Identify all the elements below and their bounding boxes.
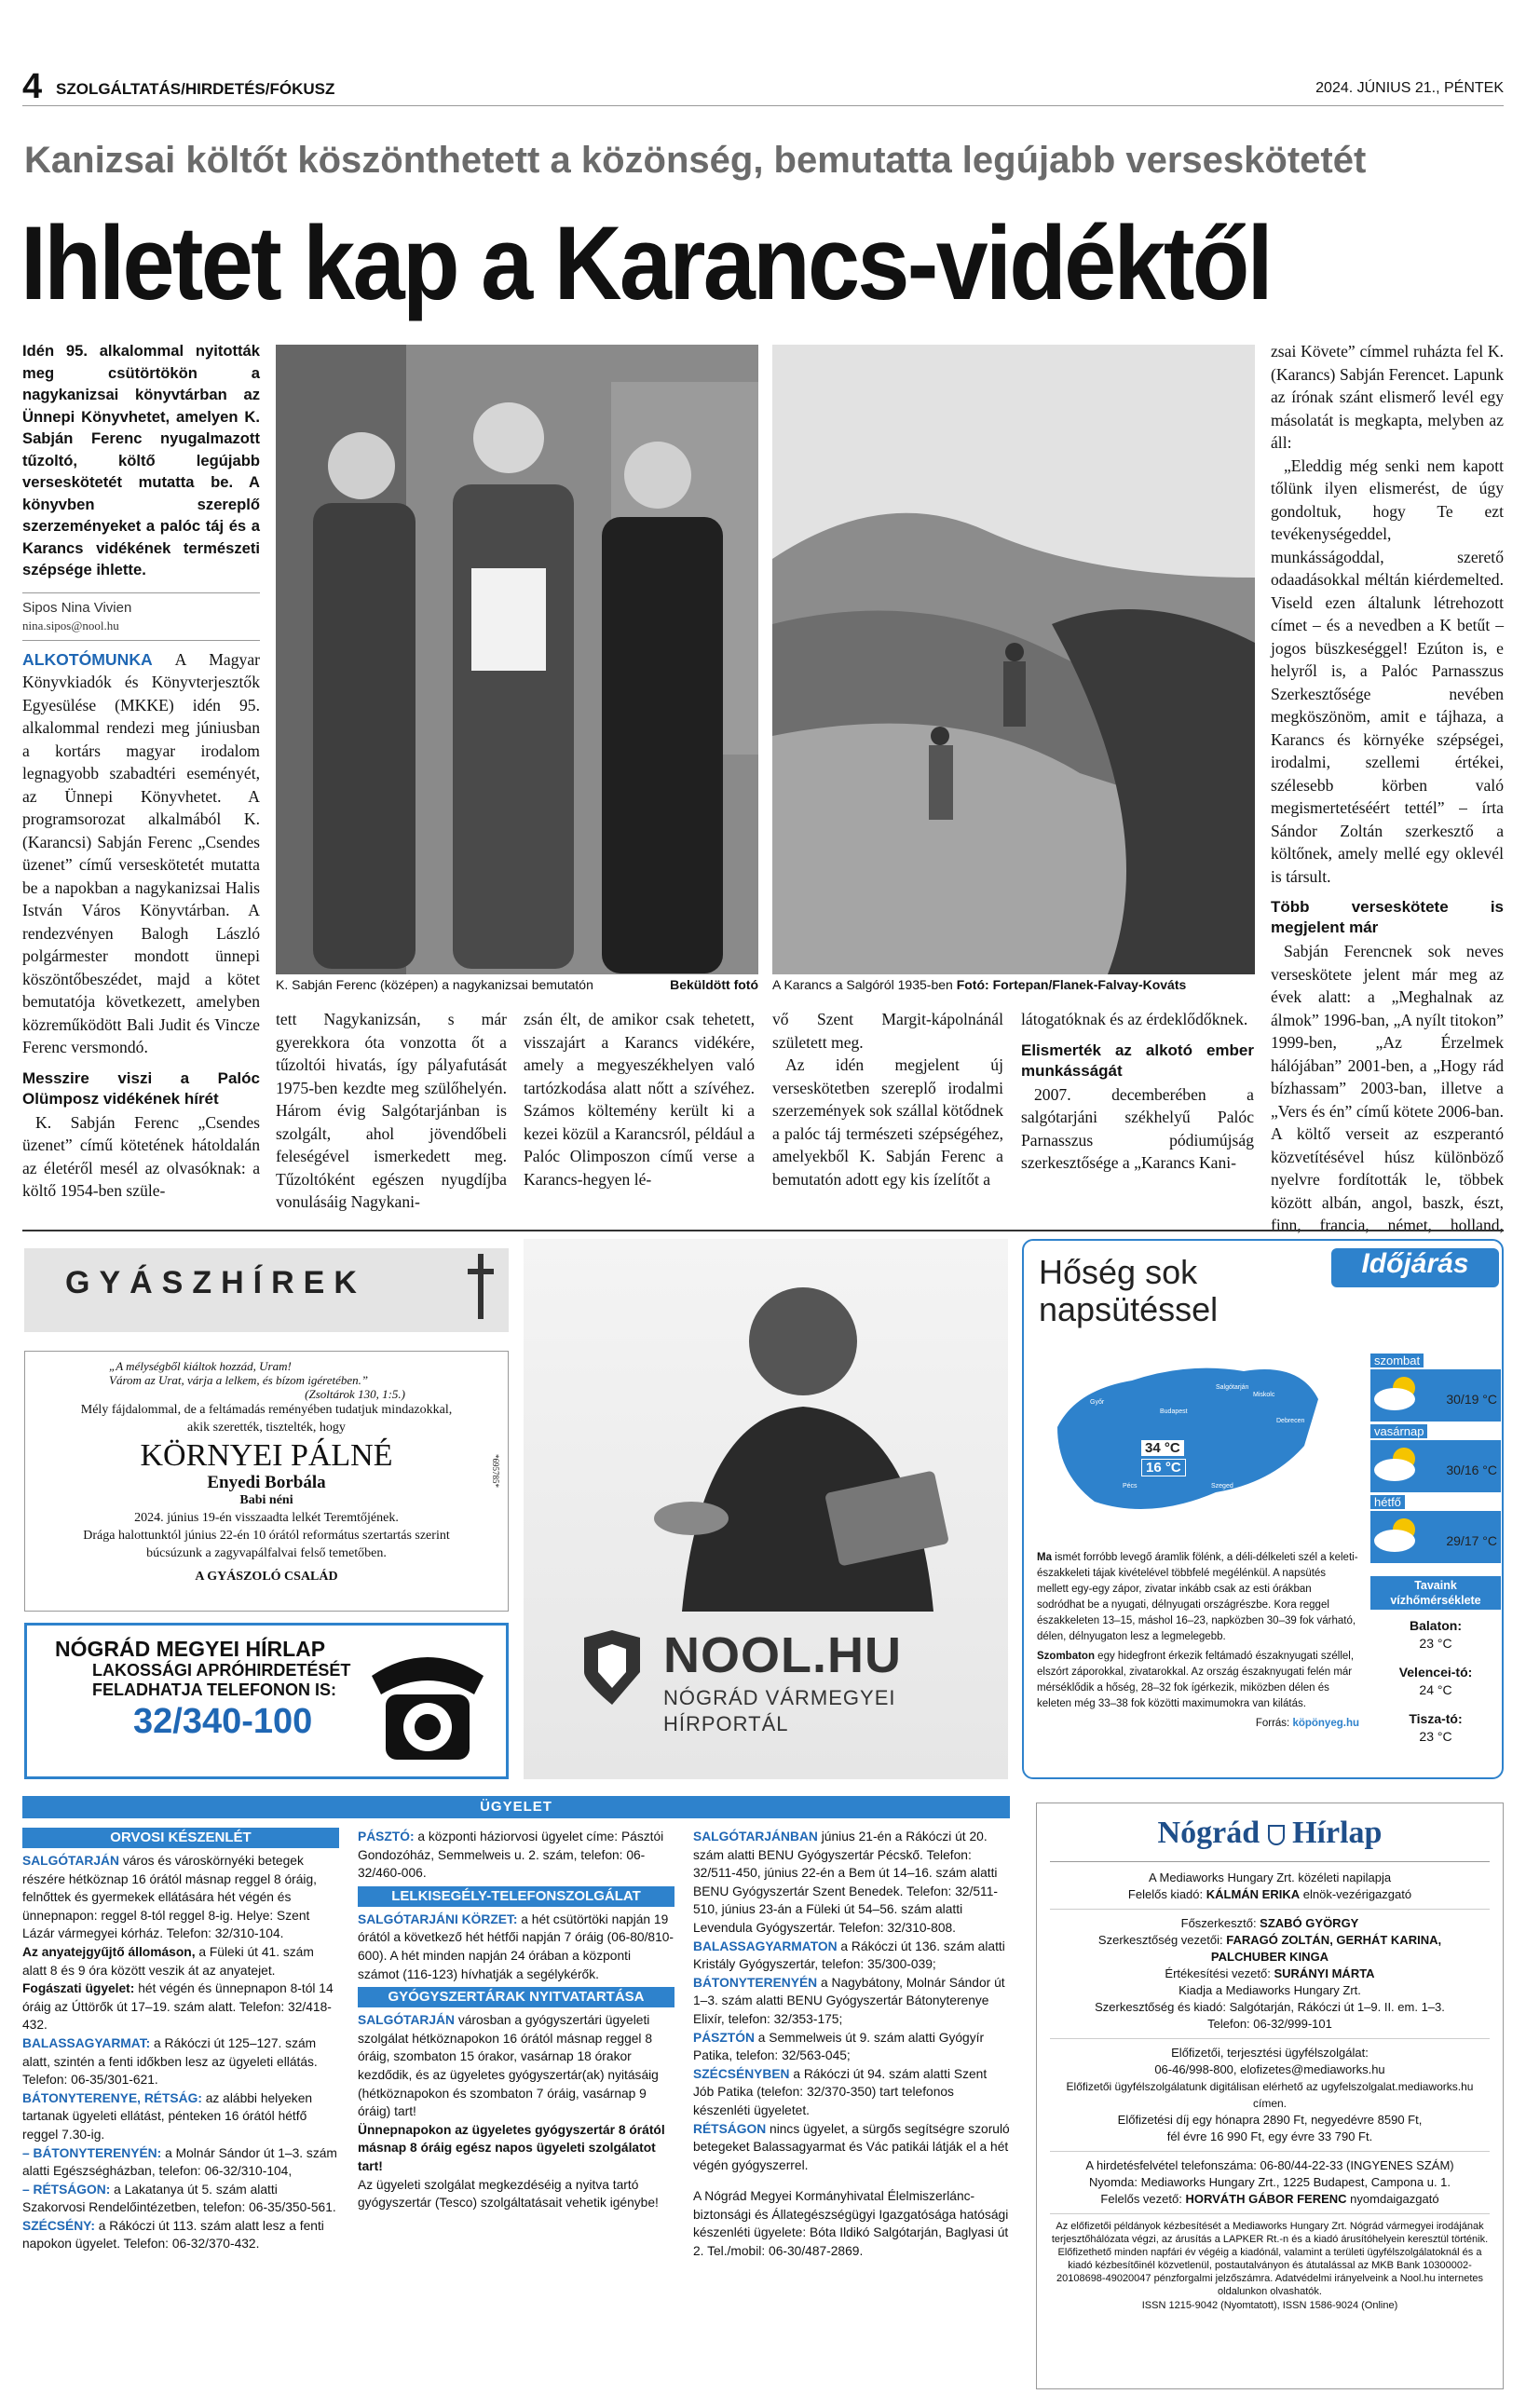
place: BALASSAGYARMAT: (22, 2035, 151, 2050)
imprint-line: Nyomda: Mediaworks Hungary Zrt., 1225 Budapest, Campona u. 1. (1088, 2175, 1451, 2189)
paragraph: Sabján Ferencnek sok neves verseskötete jelent már meg az évek alatt: a „Meghalnak az álmok” 1996-ban, „A nyílt titokon” 1999-ben, „Az Érzelmek hálójában” 2001-ben, a „Hogy rád bízhassam” 2003-ban, illetve a „Vers és én” című kötete 2006-ban. A költő verseit az eszperantó közvetítésével húsz különböző nyelvre fordították le, többek között albán, angol, baszk, észt, finn, francia, német, holland, (1271, 942, 1504, 1234)
place: PÁSZTÓ: (358, 1830, 415, 1843)
column-4 (772, 1008, 1003, 1190)
date-line: 2024. június 19-én visszaadta lelkét Teremtőjének. (134, 1511, 399, 1525)
imprint-person: PALCHUBER KINGA (1210, 1950, 1329, 1964)
duty-text: város és városkörnyéki betegek részére hétköznap 16 órától másnap reggel 8 óráig, felnőttek és gyermekek ellátására hét végén és ünnepnapon: reggel 8-tól reggel 8-ig. Helye: Szent Lázár vármegyei kórház. Telefon: 32/310-104. (22, 1854, 317, 1941)
obituary-block (24, 1248, 509, 1612)
kicker: ALKOTÓMUNKA (22, 649, 153, 669)
duty-column-3 (693, 1828, 1010, 2261)
place: – BÁTONYTERENYÉN: (22, 2145, 162, 2160)
place: BALASSAGYARMATON (693, 1939, 838, 1953)
obituary-title: GYÁSZHÍREK (24, 1248, 509, 1332)
paragraph: zsán élt, de amikor csak tehetett, visszajárt a Karancs vidékére, amely a megyeszékhelyen való tartózkodása alatt nőtt a szívéhez. Számos költemény került ki a kezei közül a Karancsról, például a Palóc Olimposzon című verse a Karancs-hegyen lé- (524, 1010, 755, 1189)
nool-ad[interactable] (524, 1239, 1008, 1779)
place: SZÉCSÉNY: (22, 2218, 95, 2233)
masthead-word: Hírlap (1292, 1816, 1383, 1850)
weather-box (1022, 1239, 1504, 1779)
imprint-label: Főszerkesztő: (1180, 1916, 1260, 1930)
paragraph: tett Nagykanizsán, s már gyerekkora óta vonzotta őt a tűzoltói hivatás, így pályafutását 1975-ben kezdte meg szülőhelyén. Három évig Salgótarjánban is szolgált, ahol jövendőbeli feleségével ismerkedett meg. Tűzoltóként egészen nyugdíjba vonulásáig Nagykani- (276, 1010, 507, 1211)
imprint-role: elnök-vezérigazgató (1300, 1887, 1412, 1901)
issue-date: 2024. JÚNIUS 21., PÉNTEK (1315, 80, 1504, 96)
subheading: Messzire viszi a Palóc Olümposz vidékének hírét (22, 1068, 260, 1108)
photo-ceremony (276, 345, 758, 974)
photo2-caption (772, 976, 1255, 993)
coat-of-arms-icon (1268, 1825, 1285, 1845)
mental-title: LELKISEGÉLY-TELEFONSZOLGÁLAT (358, 1886, 674, 1907)
imprint-line: Kiadja a Mediaworks Hungary Zrt. (1179, 1983, 1361, 1997)
maiden-name: Enyedi Borbála (207, 1473, 326, 1492)
map-city-szeged: Szeged (1211, 1483, 1233, 1490)
imprint-fineprint: Az előfizetői példányok kézbesítését a Mediaworks Hungary Zrt. Nógrád vármegyei irodájának terjesztőhálózata végzi, az árusítás a LAPKER Rt.-n és a kiadó árusítóhelyein keresztül történik. Előfizethető minden napfári év végéig a kiadónál, valamint a területi ügyfélszolgálatoknál és a kiadó kézbesítőinél közvetlenül, postautalványon és átutalással az MKB Bank 10300002-20108698-49020047 pénzforgalmi jelzőszámra. Adatvédelmi irányelveink a Nool.hu internetes oldalunkon olvashatók. (1051, 2221, 1489, 2297)
weather-day: Ma (1037, 1552, 1052, 1563)
map-city-budapest: Budapest (1160, 1408, 1188, 1415)
imprint-label: Felelős kiadó: (1127, 1887, 1206, 1901)
quote-ref: (Zsoltárok 130, 1:5.) (305, 1387, 405, 1401)
author-email: nina.sipos@nool.hu (22, 618, 119, 633)
classified-phone-ad (24, 1623, 509, 1779)
duty-column-2 (358, 1828, 674, 2212)
headline-line: Hőség sok (1039, 1253, 1198, 1291)
column-6 (1271, 340, 1504, 1283)
intro-line: Mély fájdalommal, de a feltámadás reményében tudatjuk mindazokkal, (80, 1403, 453, 1417)
lake-temp: 24 °C (1419, 1682, 1452, 1697)
place: SALGÓTARJÁNI KÖRZET: (358, 1911, 518, 1926)
pharmacy-title: GYÓGYSZERTÁRAK NYITVATARTÁSA (358, 1987, 674, 2007)
duty-text: Az ügyeleti szolgálat megkezdéséig a nyitva tartó gyógyszertár (Tesco) szolgáltatásait vehetik igénybe! (358, 2177, 659, 2211)
intro-line: akik szerették, tisztelték, hogy (187, 1421, 346, 1435)
author: Sipos Nina Vivien (22, 599, 132, 616)
forecast-day-name: vasárnap (1370, 1424, 1427, 1438)
quote-line: „A mélységből kiáltok hozzád, Uram! (109, 1359, 292, 1373)
section-label: SZOLGÁLTATÁS/HIRDETÉS/FÓKUSZ (56, 80, 335, 98)
paragraph: „Eleddig még senki nem kapott tőlünk ilyen elismerést, de úgy gondoltuk, hogy Te ezt tevékenységeddel, munkásságoddal, szerető odaadásokkal méltán kiérdemelted. Viseld ezen általunk létrehozott címet – és a nevedben a K betűt – jogos büszkeséggel! Ezúton is, e helyről is, a Palóc Parnasszus Szerkesztősége nevében megköszönöm, amit e tájhaza, a Karancs és környéke szépségei, irodalmi, szellemi értékei, szélesebb körben való megismertetéséért tettél” – írta Sándor Zoltán szerkesztő a költőnek, amely mellé egy oklevél is társult. (1271, 456, 1504, 886)
quote-line: Várom az Urat, várja a lelkem, és bízom igéretében.” (109, 1373, 369, 1387)
place: BÁTONYTERENYÉN (693, 1975, 818, 1990)
imprint-person: SZABÓ GYÖRGY (1260, 1916, 1359, 1930)
place: SZÉCSÉNYBEN (693, 2066, 790, 2081)
imprint-person: KÁLMÁN ERIKA (1206, 1887, 1301, 1901)
duty-text: a Rákóczi út 125–127. szám alatt, szintén a fenti időkben lesz az ügyeleti ellátás. Telefon: 06-35/301-621. (22, 2035, 318, 2088)
weather-headline (1039, 1254, 1218, 1328)
map-city-pecs: Pécs (1123, 1483, 1138, 1490)
ad-code: *695785* (491, 1454, 500, 1488)
nool-tagline-1: NÓGRÁD VÁRMEGYEI (663, 1686, 896, 1709)
obituary-notice (24, 1351, 509, 1612)
paragraph: K. Sabján Ferenc „Csendes üzenet” című kötetének hátoldalán az életéről mesél az olvasóknak: a költő 1954-ben szüle- (22, 1112, 260, 1200)
weather-paragraph: egy hidegfront érkezik feltámadó északnyugati széllel, elszórt záporokkal, zivatarokkal. Az ország északnyugati felén már mérséklődik a hőség, 28–32 fok ígérkezik, miközben délen és keleten még 33–38 fok közötti maximumokra van kilátás. (1037, 1651, 1355, 1709)
lake-temp: 23 °C (1419, 1636, 1452, 1651)
map-city-salgotarjan: Salgótarján (1216, 1384, 1249, 1391)
forecast-day-name: hétfő (1370, 1495, 1405, 1509)
forecast-temp: 29/17 °C (1446, 1533, 1497, 1548)
imprint-box (1036, 1803, 1504, 2389)
article-lead: Idén 95. alkalommal nyitották meg csütörtökön a nagykanizsai könyvtárban az Ünnepi Könyvhetet, amelyen K. Sabján Ferenc nyugalmazott tűzoltó, költő legújabb verseskötetét mutatta be. A könyvben szereplő szerzeményeket a palóc táj és a Karancs vidékének természeti szépsége ihlette. (22, 342, 260, 578)
imprint-line (1050, 1886, 1490, 1903)
place: Az anyatejgyűjtő állomáson, (22, 1944, 196, 1959)
imprint-line: A Mediaworks Hungary Zrt. közéleti napilapja (1148, 1871, 1392, 1884)
duty-text: a Semmelweis út 9. szám alatti Gyógyír Patika, telefon: 32/563-045; (693, 2030, 985, 2063)
weather-text (1037, 1550, 1359, 1732)
lake-temp: 23 °C (1419, 1729, 1452, 1744)
imprint-line: 06-46/998-800, elofizetes@mediaworks.hu (1154, 2062, 1385, 2076)
forecast-temp: 30/19 °C (1446, 1392, 1497, 1407)
duty-text: a Rákóczi út 136. szám alatti Kristály Gyógyszertár, telefon: 35/300-039; (693, 1939, 1005, 1972)
weather-badge: Időjárás (1331, 1248, 1499, 1287)
map-city-debrecen: Debrecen (1276, 1418, 1305, 1424)
duty-text: a központi háziorvosi ügyelet címe: Pásztói Gondozóház, Semmelweis u. 2. szám, telefon: 06-32/460-006. (358, 1830, 664, 1881)
caption-text: K. Sabján Ferenc (középen) a nagykanizsai bemutatón (276, 977, 593, 992)
masthead (1050, 1813, 1490, 1854)
imprint-line (1050, 1915, 1490, 1932)
telephone-icon (362, 1639, 493, 1769)
source-name: köpönyeg.hu (1292, 1718, 1359, 1729)
photo-karancs-1935 (772, 345, 1255, 974)
duty-text: a Rákóczi út 94. szám alatti Szent Jób Patika (telefon: 32/370-350) tart telefonos készenléti ügyeletet. (693, 2066, 988, 2117)
column-3 (524, 1008, 755, 1190)
headline-line: napsütéssel (1039, 1290, 1219, 1328)
forecast-day (1370, 1353, 1501, 1423)
source-label: Forrás: (1255, 1718, 1290, 1729)
cross-icon (462, 1254, 499, 1328)
imprint-line: Előfizetői, terjesztési ügyfélszolgálat: (1171, 2046, 1369, 2060)
shield-logo-icon (579, 1630, 645, 1705)
lake-name: Tisza-tó: (1409, 1711, 1463, 1726)
funeral-line: búcsúzunk a zagyvapálfalvai felső temetőben. (146, 1546, 387, 1560)
article-overline: Kanizsai költőt köszönthetett a közönség, bemutatta legújabb verseskötetét (24, 140, 1367, 181)
imprint-label: Értékesítési vezető: (1165, 1966, 1274, 1980)
paragraph: látogatóknak és az érdeklődőknek. (1021, 1010, 1248, 1028)
imprint-line: A hirdetésfelvétel telefonszáma: 06-80/44-22-33 (INGYENES SZÁM) (1085, 2158, 1454, 2172)
duty-text: június 21-én a Rákóczi út 20. szám alatti BENU Gyógyszertár Pécskő. Telefon: 32/511-450, június 22-én a Bem út 14–16. szám alatti BENU Gyógyszertár Szent Benedek. Telefon: 32/511-510, június 23-án a Füleki út 54–56. szám alatti Levendula Gyógyszertár. Telefon: 32/310-808. (693, 1830, 998, 1935)
imprint-person: HORVÁTH GÁBOR FERENC (1185, 2192, 1347, 2206)
map-city-miskolc: Miskolc (1253, 1392, 1275, 1398)
duty-banner: ÜGYELET (22, 1796, 1010, 1818)
imprint-line (1050, 2191, 1490, 2208)
map-city-gyor: Győr (1090, 1399, 1105, 1406)
paragraph: zsai Követe” címmel ruházta fel K. (Karancs) Sabján Ferencet. Lapunk az írónak szánt elismerő levél egy másolatát is megkapta, melyben az áll: (1271, 342, 1504, 452)
weather-paragraph: ismét forróbb levegő áramlik fölénk, a déli-délkeleti szél a keleti-északkeleti tájak kivételével többfelé megélénkül. A napsütés mellett egy-egy zápor, zivatar inkább csak az esti órákban sodródhat be a nyugati, délnyugati országrészbe. Kora reggel északkeleten 13–15, máshol 16–23, napközben 30–39 fok várható, délen, délnyugaton lesz a legmelegebb. (1037, 1552, 1358, 1642)
paragraph: 2007. decemberében a salgótarjáni székhelyű Palóc Parnasszus pódiumújság szerkesztősége a „Karancs Kani- (1021, 1084, 1254, 1172)
nool-tagline-2: HÍRPORTÁL (663, 1712, 789, 1735)
paragraph: A Magyar Könyvkiadók és Könyvterjesztők Egyesülése (MKKE) idén 95. alkalommal rendezi meg júniusban a kortárs magyar irodalom legnagyobb szabadtéri eseményét, az Ünnepi Könyvhetet. A programsorozat alkalmából K. (Karancsi) Sabján Ferenc „Csendes üzenet” című verseskötetét mutatta be a napokban a nagykanizsai Halis István Város Könyvtárban. A rendezvényen Balogh László polgármester mondott ünnepi köszöntőbeszédet, majd a kötet bemutatója következett, amelyben közreműködött Bali Judit és Vincze Ferenc versmondó. (22, 649, 260, 1056)
imprint-lines (1050, 1870, 1490, 2313)
photo-credit: Beküldött fotó (670, 977, 758, 992)
imprint-line: Előfizetői ügyfélszolgálatunk digitálisan elérhető az ugyfelszolgalat.mediaworks.hu címen. (1066, 2080, 1474, 2110)
place: SALGÓTARJÁN (22, 1854, 119, 1868)
duty-text: a Nagybátony, Molnár Sándor út 1–3. szám alatti BENU Gyógyszertár Bátonyterenye Elixír, telefon: 32/353-175; (693, 1975, 1005, 2026)
caption-text: A Karancs a Salgóról 1935-ben (772, 977, 953, 992)
section-divider (22, 1230, 1504, 1231)
ad-phone: 32/340-100 (133, 1702, 313, 1741)
duty-text: nincs ügyelet, a sürgős segítségre szoruló betegeket Balassagyarmat és Vác patikái látják el a hét végén gyógyszerrel. (693, 2121, 1010, 2172)
imprint-line (1050, 1932, 1490, 1949)
imprint-person: FARAGÓ ZOLTÁN, GERHÁT KARINA, (1226, 1933, 1442, 1947)
duty-text: városban a gyógyszertári ügyeleti szolgálat hétköznapokon 16 órától másnap reggel 8 óráig, szombaton 15 órakor, vasárnap 18 órakor kezdődik, és az ügyeletes gyógyszertár(ak) nyitásáig (hétköznapokon és szombaton 7 óráig, vasárnap 9 óráig) tart! (358, 2013, 659, 2119)
place: PÁSZTÓN (693, 2030, 755, 2045)
duty-text: A Nógrád Megyei Kormányhivatal Élelmiszerlánc-biztonsági és Állategészségügyi Igazgatósága hatósági készenléti ügyelete: Bóta Ildikó Salgótarján, Baglyasi út 2. Tel./mobil: 06-30/487-2869. (693, 2189, 1009, 2259)
subheading: Több verseskötete is megjelent már (1271, 898, 1504, 936)
place: SALGÓTARJÁNBAN (693, 1830, 818, 1843)
imprint-person: SURÁNYI MÁRTA (1274, 1966, 1375, 1980)
ad-title: NÓGRÁD MEGYEI HÍRLAP (55, 1637, 326, 1661)
masthead-word: Nógrád (1157, 1816, 1260, 1850)
forecast-temp: 30/16 °C (1446, 1462, 1497, 1477)
duty-text: a Lakatanya út 5. szám alatti Szakorvosi Rendelőintézetben, telefon: 06-35/350-561. (22, 2182, 336, 2215)
duty-text: a hét csütörtöki napján 19 órától a következő hét hétfői napján 7 óráig (06-80/810-600). A hét minden napján 24 órában a központi számot (116-123) hívhatják a segélykérők. (358, 1911, 674, 1981)
page-header (22, 67, 1504, 106)
forecast-days (1370, 1353, 1501, 1565)
place: RÉTSÁGON (693, 2121, 767, 2136)
article-headline: Ihletet kap a Karancs-vidéktől (20, 205, 1271, 321)
duty-column-1 (22, 1828, 339, 2253)
forecast-day-name: szombat (1370, 1354, 1424, 1367)
subheading: Elismerték az alkotó ember munkásságát (1021, 1041, 1254, 1080)
duty-text: az alábbi helyeken tartanak ügyeleti ellátást, pénteken 16 órától hétfő reggel 7.30-ig. (22, 2090, 313, 2142)
medical-title: ORVOSI KÉSZENLÉT (22, 1828, 339, 1848)
weather-day: Szombaton (1037, 1651, 1095, 1662)
lake-name: Velencei-tó: (1398, 1665, 1473, 1680)
place: BÁTONYTERENYE, RÉTSÁG: (22, 2090, 202, 2105)
lakes-title: Tavaink vízhőmérséklete (1370, 1576, 1501, 1610)
paragraph: vő Szent Margit-kápolnánál született meg. (772, 1010, 1003, 1052)
deceased-name: KÖRNYEI PÁLNÉ (140, 1438, 393, 1473)
duty-text: a Molnár Sándor út 1–3. szám alatti Egészségházban, telefon: 06-32/310-104, (22, 2145, 337, 2179)
photo1-caption (276, 976, 758, 993)
page-number: 4 (22, 67, 43, 106)
paragraph: Az idén megjelent új verseskötetben szereplő irodalmi szerzemények sok szállal kötődnek a palóc táj természeti szépségéhez, amelyekből K. Sabján Ferenc a bemutatón adott egy kis ízelítőt a (772, 1055, 1003, 1189)
imprint-line: Szerkesztőség és kiadó: Salgótarján, Rákóczi út 1–9. II. em. 1–3. (1095, 2000, 1445, 2014)
duty-text: a Rákóczi út 113. szám alatt lesz a fenti napokon ügyelet. Telefon: 06-32/370-432. (22, 2218, 324, 2252)
ad-line: FELADHATJA TELEFONON IS: (92, 1680, 336, 1699)
ad-line: LAKOSSÁGI APRÓHIRDETÉSÉT (92, 1661, 351, 1680)
lake-temps (1370, 1576, 1501, 1746)
place: Fogászati ügyelet: (22, 1981, 135, 1996)
forecast-day (1370, 1423, 1501, 1494)
map-temp-low: 16 °C (1141, 1459, 1186, 1476)
imprint-label: Felelős vezető: (1100, 2192, 1186, 2206)
place: SALGÓTARJÁN (358, 2013, 455, 2028)
column-2 (276, 1008, 507, 1214)
lake-name: Balaton: (1410, 1618, 1462, 1633)
map-temp-high: 34 °C (1141, 1440, 1184, 1456)
duty-text: hét végén és ünnepnapon 8-tól 14 óráig az Úttörők út 17–19. szám alatt. Telefon: 32/418-432. (22, 1981, 334, 2033)
duty-text: a Füleki út 41. szám alatt 8 és 9 óra között veszik át az anyatejet. (22, 1944, 314, 1978)
hungary-map (1039, 1343, 1337, 1530)
imprint-role: nyomdaigazgató (1346, 2192, 1439, 2206)
imprint-line: fél évre 16 990 Ft, egy évre 33 790 Ft. (1166, 2129, 1373, 2143)
imprint-line (1050, 1966, 1490, 1982)
duty-text: Ünnepnapokon az ügyeletes gyógyszertár 8 órától másnap 8 óráig egész napos ügyeleti szolgálatot tart! (358, 2122, 665, 2173)
column-5 (1021, 1008, 1254, 1175)
column-1 (22, 340, 260, 1203)
nool-brand: NOOL.HU (663, 1627, 902, 1683)
family-signature: A GYÁSZOLÓ CSALÁD (195, 1570, 338, 1584)
imprint-line: Telefon: 06-32/999-101 (1207, 2017, 1332, 2031)
obituary-quote (34, 1359, 498, 1401)
nickname: Babi néni (239, 1493, 293, 1507)
imprint-label: Szerkesztőség vezetői: (1097, 1933, 1227, 1947)
photo-credit: Fotó: Fortepan/Flanek-Falvay-Kováts (956, 977, 1187, 992)
imprint-line: Előfizetési díj egy hónapra 2890 Ft, negyedévre 8590 Ft, (1117, 2113, 1423, 2127)
forecast-day (1370, 1494, 1501, 1565)
funeral-line: Drága halottunktól június 22-én 10 órától református szertartás szerint (83, 1529, 450, 1543)
place: – RÉTSÁGON: (22, 2182, 111, 2197)
imprint-issn: ISSN 1215-9042 (Nyomtatott), ISSN 1586-9024 (Online) (1141, 2300, 1398, 2311)
